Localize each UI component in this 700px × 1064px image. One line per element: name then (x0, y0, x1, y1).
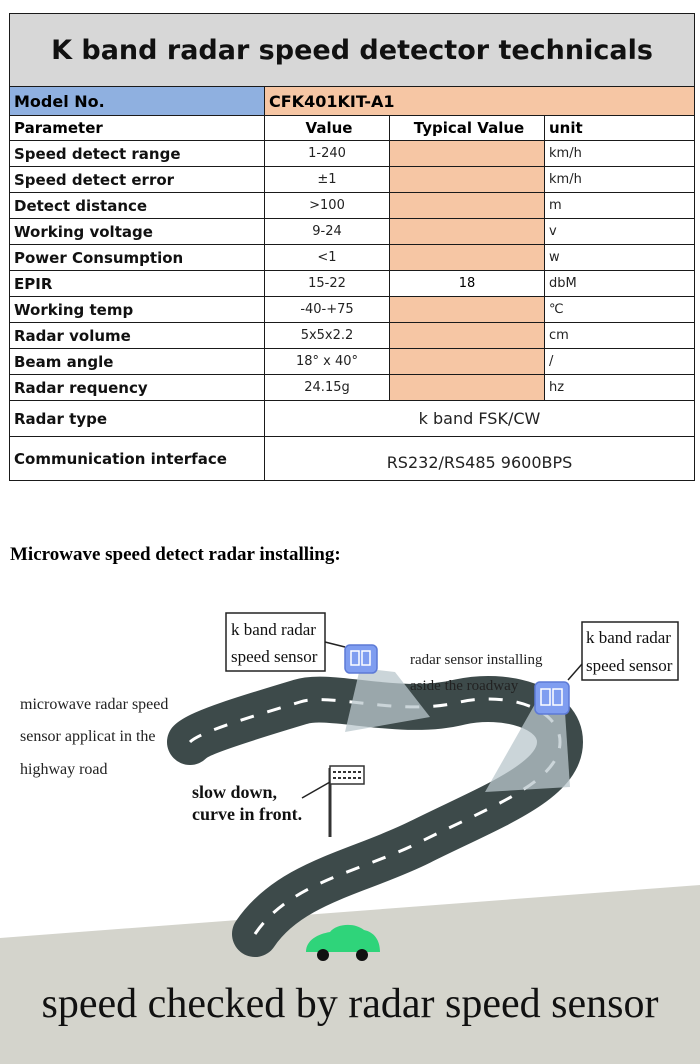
param-name: Radar requency (10, 375, 265, 401)
param-value: ±1 (265, 167, 390, 193)
spec-table (9, 13, 695, 481)
model-value: CFK401KIT-A1 (265, 87, 695, 116)
param-unit: ℃ (545, 297, 695, 323)
param-value: 15-22 (265, 271, 390, 297)
radar-type-label: Radar type (10, 401, 265, 437)
param-typical (390, 245, 545, 271)
sensor-label-right-line2: speed sensor (586, 656, 673, 675)
param-typical (390, 141, 545, 167)
table-row (10, 375, 695, 401)
param-typical (390, 167, 545, 193)
table-row (10, 219, 695, 245)
param-value: 5x5x2.2 (265, 323, 390, 349)
table-row (10, 271, 695, 297)
application-note-line1: microwave radar speed (20, 696, 169, 713)
table-row (10, 141, 695, 167)
roadside-note-line2: aside the roadway (410, 678, 519, 694)
table-row (10, 323, 695, 349)
param-name: Working temp (10, 297, 265, 323)
param-typical (390, 349, 545, 375)
param-unit: / (545, 349, 695, 375)
table-title: K band radar speed detector technicals (10, 14, 695, 87)
svg-text:slow down, curve in front. (192, 782, 302, 824)
param-value: 9-24 (265, 219, 390, 245)
table-row (10, 245, 695, 271)
sensor-label-right-line1: k band radar (586, 628, 671, 647)
roadside-note-line1: radar sensor installing (410, 652, 543, 668)
communication-value: RS232/RS485 9600BPS (265, 437, 695, 481)
param-unit: m (545, 193, 695, 219)
param-unit: w (545, 245, 695, 271)
header-typical-value: Typical Value (390, 116, 545, 141)
param-unit: dbM (545, 271, 695, 297)
param-unit: km/h (545, 141, 695, 167)
param-unit: hz (545, 375, 695, 401)
table-row (10, 167, 695, 193)
radar-sensor-right (535, 682, 569, 714)
param-typical (390, 375, 545, 401)
param-value: 24.15g (265, 375, 390, 401)
param-unit: v (545, 219, 695, 245)
communication-label: Communication interface (10, 437, 265, 481)
table-row-radar-type (10, 401, 695, 437)
sensor-label-left-line1: k band radar (231, 620, 316, 639)
param-typical (390, 219, 545, 245)
param-name: Power Consumption (10, 245, 265, 271)
param-typical (390, 323, 545, 349)
sign-note-line1: slow down, (192, 782, 278, 802)
param-value: 1-240 (265, 141, 390, 167)
leader-line (568, 664, 582, 680)
param-name: Speed detect range (10, 141, 265, 167)
header-parameter: Parameter (10, 116, 265, 141)
param-typical: 18 (390, 271, 545, 297)
ground (0, 885, 700, 1064)
sign-note-line2: curve in front. (192, 804, 303, 824)
table-header-row (10, 116, 695, 141)
install-heading: Microwave speed detect radar installing: (10, 544, 341, 565)
param-value: <1 (265, 245, 390, 271)
param-name: Radar volume (10, 323, 265, 349)
sensor-label-left-line2: speed sensor (231, 647, 318, 666)
header-value: Value (265, 116, 390, 141)
param-name: Speed detect error (10, 167, 265, 193)
road-sign-icon (302, 766, 364, 837)
param-name: Beam angle (10, 349, 265, 375)
param-name: Working voltage (10, 219, 265, 245)
install-illustration (0, 582, 700, 1064)
leader-line (325, 642, 345, 647)
param-unit: cm (545, 323, 695, 349)
table-row (10, 349, 695, 375)
model-label: Model No. (10, 87, 265, 116)
table-row (10, 297, 695, 323)
application-note-line2: sensor applicat in the (20, 728, 156, 745)
table-row-communication (10, 437, 695, 481)
param-value: >100 (265, 193, 390, 219)
radar-sensor-left (345, 645, 377, 673)
param-unit: km/h (545, 167, 695, 193)
param-name: Detect distance (10, 193, 265, 219)
param-value: -40-+75 (265, 297, 390, 323)
svg-text:microwave radar speed sens (20, 696, 172, 778)
param-typical (390, 193, 545, 219)
illustration-caption: speed checked by radar speed sensor (41, 981, 659, 1027)
radar-type-value: k band FSK/CW (265, 401, 695, 437)
param-value: 18° x 40° (265, 349, 390, 375)
table-row (10, 193, 695, 219)
param-name: EPIR (10, 271, 265, 297)
application-note-line3: highway road (20, 761, 108, 778)
header-unit: unit (545, 116, 695, 141)
param-typical (390, 297, 545, 323)
